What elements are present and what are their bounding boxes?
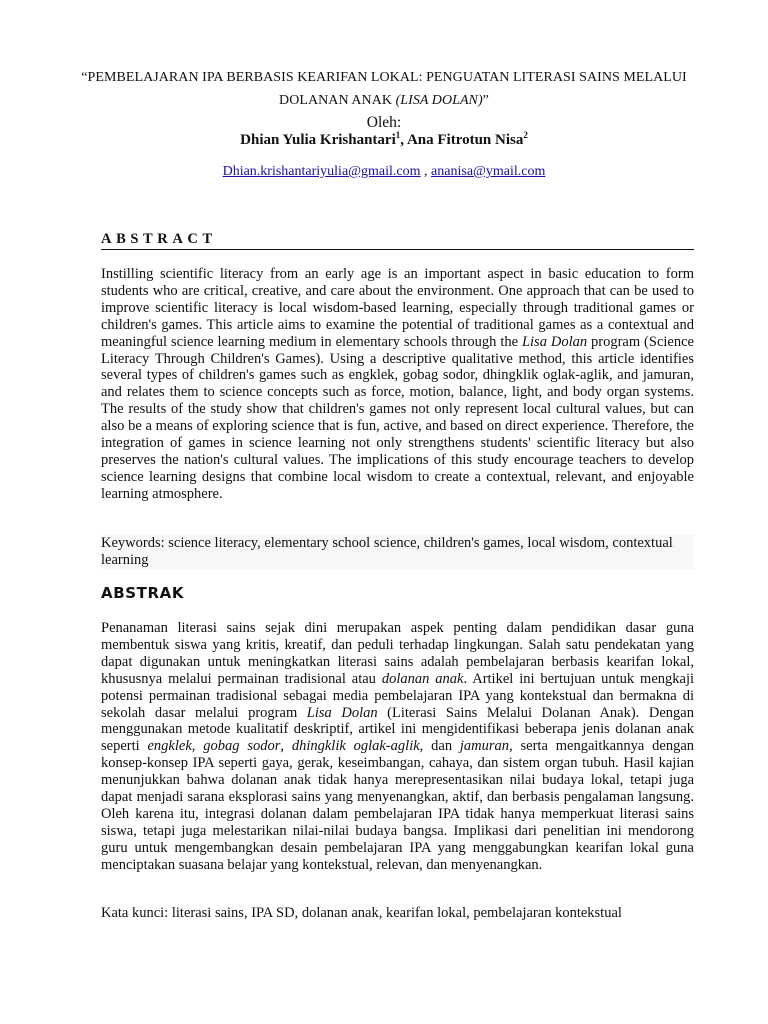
title-line-2 — [70, 89, 698, 112]
abstract-text-1: Instilling scientific literacy from an early age is an important aspect in basic education to form students who are critical, creative, and care about the environment. One approach that can be used to improve scientific literacy is local wisdom-based learning, especially through traditional games or children's games. This article aims to examine the potential of traditional games as a contextual and meaningful science learning medium in elementary schools through the — [101, 266, 694, 350]
abstrak-italic-jamuran: jamuran — [459, 738, 510, 755]
author-1-name: Dhian Yulia Krishantari — [240, 132, 396, 148]
title-line-2-prefix: DOLANAN ANAK — [279, 93, 396, 108]
abstrak-italic-program: Lisa Dolan — [306, 704, 378, 721]
abstrak-italic-engklek: engklek — [147, 738, 192, 755]
abstrak-paragraph — [101, 620, 694, 874]
abstract-text-2: program (Science Literacy Through Children's Games). Using a descriptive qualitative method, this article identifies several types of children's games such as engklek, gobag sodor, dhingklik oglak-aglik, and jamuran, and relates them to science concepts such as force, motion, balance, light, and body organ systems. The results of the study show that children's games not only represent local cultural values, but can also be a means of exploring science that is fun, active, and based on direct experience. Therefore, the integration of games in science learning not only strengthens students' scientific literacy but also preserves the nation's cultural values. The implications of this study encourage teachers to develop science learning designs that combine local wisdom to create a contextual, relevant, and enjoyable learning atmosphere. — [101, 333, 694, 502]
abstrak-sep-3: , dan — [419, 738, 460, 755]
abstrak-keywords: Kata kunci: literasi sains, IPA SD, dolanan anak, kearifan lokal, pembelajaran kontekstual — [101, 905, 622, 921]
abstract-keywords: Keywords: science literacy, elementary school science, children's games, local wisdom, contextual learning — [101, 535, 694, 569]
author-separator: , — [400, 132, 407, 148]
author-2-affiliation-mark: 2 — [523, 130, 528, 140]
paper-title — [70, 66, 698, 112]
abstract-italic-program: Lisa Dolan — [521, 333, 588, 350]
abstrak-italic-gobag-sodor: gobag sodor — [203, 738, 281, 755]
abstrak-italic-dolanan: dolanan anak — [381, 670, 464, 687]
abstrak-sep-2: , — [280, 738, 292, 755]
title-line-1: “PEMBELAJARAN IPA BERBASIS KEARIFAN LOKAL: PENGUATAN LITERASI SAINS MELALUI — [81, 70, 687, 85]
abstrak-text-1: Penanaman literasi sains sejak dini merupakan aspek penting dalam pendidikan dasar guna membentuk siswa yang kritis, kreatif, dan peduli terhadap lingkungan. Salah satu pendekatan yang dapat digunakan untuk meningkatkan literasi sains adalah pembelajaran berbasis kearifan lokal, khususnya melalui permainan tradisional atau — [101, 620, 694, 687]
abstrak-italic-dhingklik: dhingklik oglak-aglik — [291, 738, 420, 755]
author-2-name: Ana Fitrotun Nisa — [406, 132, 524, 148]
abstrak-text-2: . Artikel ini bertujuan untuk mengkaji potensi permainan tradisional sebagai media pembelajaran IPA yang kontekstual dan bermakna di sekolah dasar melalui program — [101, 670, 695, 721]
abstract-heading: ABSTRACT — [101, 231, 694, 250]
abstract-paragraph — [101, 266, 694, 503]
abstrak-heading: ABSTRAK — [101, 584, 185, 602]
abstrak-sep-1: , — [191, 738, 204, 755]
title-line-2-italic: (LISA DOLAN) — [395, 93, 483, 108]
title-line-2-suffix: ” — [482, 93, 489, 108]
abstrak-text-3: (Literasi Sains Melalui Dolanan Anak). Dengan menggunakan metode kualitatif deskriptif, artikel ini mengidentifikasi beberapa jenis dolanan anak seperti — [101, 704, 694, 755]
author-1-affiliation-mark: 1 — [395, 130, 401, 140]
author-list — [0, 131, 768, 149]
author-emails — [0, 163, 768, 181]
author-1-email-link[interactable]: Dhian.krishantariyulia@gmail.com — [222, 164, 421, 179]
author-2-email-link[interactable]: ananisa@ymail.com — [431, 164, 546, 179]
abstrak-text-4: , serta mengaitkannya dengan konsep-konsep IPA seperti gaya, gerak, keseimbangan, cahaya, dan sistem organ tubuh. Hasil kajian menunjukkan bahwa dolanan anak tidak hanya merepresentasikan nilai budaya lokal, tetapi juga dapat menjadi sarana eksplorasi sains yang menyenangkan, aktif, dan berbasis pengalaman langsung. Oleh karena itu, integrasi dolanan dalam pembelajaran IPA tidak hanya memperkuat literasi sains siswa, tetapi juga melestarikan nilai-nilai budaya bangsa. Implikasi dari penelitian ini mendorong guru untuk mengembangkan desain pembelajaran IPA yang menggabungkan kearifan lokal guna menciptakan suasana belajar yang kontekstual, relevan, dan menyenangkan. — [101, 738, 695, 873]
byline-label: Oleh: — [366, 114, 402, 131]
email-separator: , — [420, 164, 432, 179]
